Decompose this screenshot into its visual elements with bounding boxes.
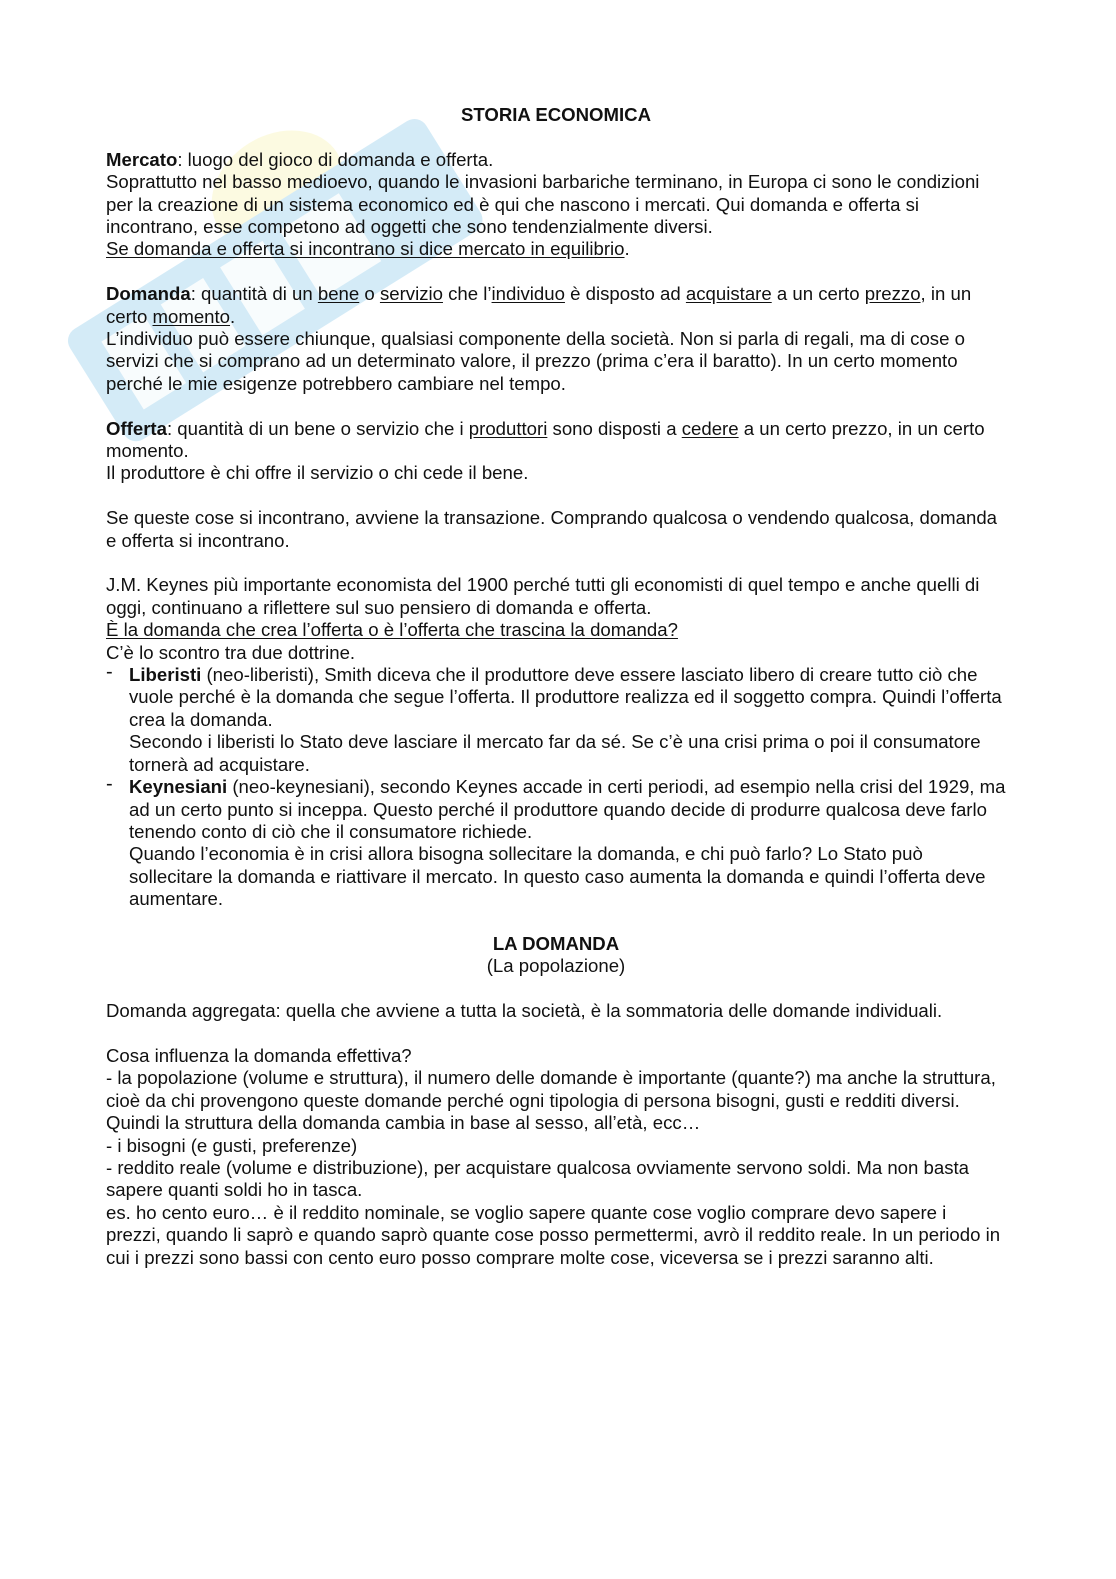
dottrine-list [106, 664, 1006, 910]
document-title: STORIA ECONOMICA [460, 104, 652, 125]
mercato-text: Soprattutto nel basso medioevo, quando le invasioni barbariche terminano, in Europa ci sono le condizioni per la creazione di un sistema economico ed è qui che nascono i mercati. Qui domanda e offerta si incontrano, esse competono ad oggetti che sono tendenzialmente diversi. [106, 171, 980, 238]
aggregata-paragraph: Domanda aggregata: quella che avviene a tutta la società, è la sommatoria delle domande individuali. [106, 1000, 943, 1022]
term-mercato: Mercato [106, 148, 178, 170]
term-domanda: Domanda [106, 283, 191, 305]
term-keynesiani: Keynesiani [129, 776, 228, 798]
transazione-paragraph: Se queste cose si incontrano, avviene la transazione. Comprando qualcosa o vendendo qualcosa, domanda e offerta si incontrano. [106, 507, 998, 551]
influenza-esempio: es. ho cento euro… è il reddito nominale, se voglio sapere quante cose voglio comprare devo sapere i prezzi, quando li saprò e quando saprò quante cose posso permettermi, avrò il reddito reale. In un periodo in cui i prezzi sono bassi con cento euro posso comprare molte cose, viceversa se i prezzi saranno alti. [106, 1201, 1001, 1268]
offerta-text: Il produttore è chi offre il servizio o chi cede il bene. [106, 462, 529, 484]
keynes-paragraph: J.M. Keynes più importante economista del 1900 perché tutti gli economisti di quel tempo e anche quelli di oggi, continuano a riflettere sul suo pensiero di domanda e offerta. [106, 574, 980, 618]
list-item: - Keynesiani (neo-keynesiani), secondo Keynes accade in certi periodi, ad esempio nella crisi del 1929, ma ad un certo punto si inceppa. Questo perché il produttore quando decide di produrre qualcosa deve farlo tenendo conto di ciò che il consumatore richiede. Quando l’economia è in crisi allora bisogna sollecitare la domanda, e chi può farlo? Lo Stato può sollecitare la domanda e riattivare il mercato. In questo caso aumenta la domanda e quindi l’offerta deve aumentare. [106, 776, 1006, 910]
mercato-definition: Mercato: luogo del gioco di domanda e offerta. [106, 148, 494, 170]
term-offerta: Offerta [106, 417, 167, 439]
list-item: - Liberisti (neo-liberisti), Smith diceva che il produttore deve essere lasciato libero di creare tutto ciò che vuole perché è la domanda che segue l’offerta. Il produttore realizza ed il soggetto compra. Quindi l’offerta crea la domanda. Secondo i liberisti lo Stato deve lasciare il mercato far da sé. Se c’è una crisi prima o poi il consumatore tornerà ad acquistare. [106, 664, 1006, 776]
section-subtitle: (La popolazione) [486, 955, 626, 977]
mercato-equilibrio: Se domanda e offerta si incontrano si dice mercato in equilibrio. [106, 238, 630, 260]
section-title: LA DOMANDA [492, 932, 620, 954]
term-liberisti: Liberisti [129, 664, 202, 686]
document-page [106, 104, 1006, 1269]
influenza-reddito: - reddito reale (volume e distribuzione), per acquistare qualcosa ovviamente servono soldi. Ma non basta sapere quanti soldi ho in tasca. [106, 1156, 970, 1201]
influenza-bisogni: - i bisogni (e gusti, preferenze) [106, 1134, 358, 1156]
keynes-question: È la domanda che crea l’offerta o è l’offerta che trascina la domanda? [106, 619, 678, 641]
influenza-question: Cosa influenza la domanda effettiva? [106, 1044, 412, 1066]
domanda-text: L’individuo può essere chiunque, qualsiasi componente della società. Non si parla di regali, ma di cose o servizi che si comprano ad un determinato valore, il prezzo (prima c’era il baratto). In un certo momento perché le mie esigenze potrebbero cambiare nel tempo. [106, 328, 965, 394]
influenza-popolazione: - la popolazione (volume e struttura), il numero delle domande è importante (quante?) ma anche la struttura, cioè da chi provengono queste domande perché ogni tipologia di persona bisogni, gusti e redditi diversi. Quindi la struttura della domanda cambia in base al sesso, all’età, ecc… [106, 1067, 996, 1134]
offerta-definition: Offerta: quantità di un bene o servizio che i produttori sono disposti a cedere a un certo prezzo, in un certo momento. [106, 417, 985, 462]
domanda-definition: Domanda: quantità di un bene o servizio che l’individuo è disposto ad acquistare a un certo prezzo, in un certo momento. [106, 283, 972, 327]
scontro-line: C’è lo scontro tra due dottrine. [106, 641, 356, 663]
